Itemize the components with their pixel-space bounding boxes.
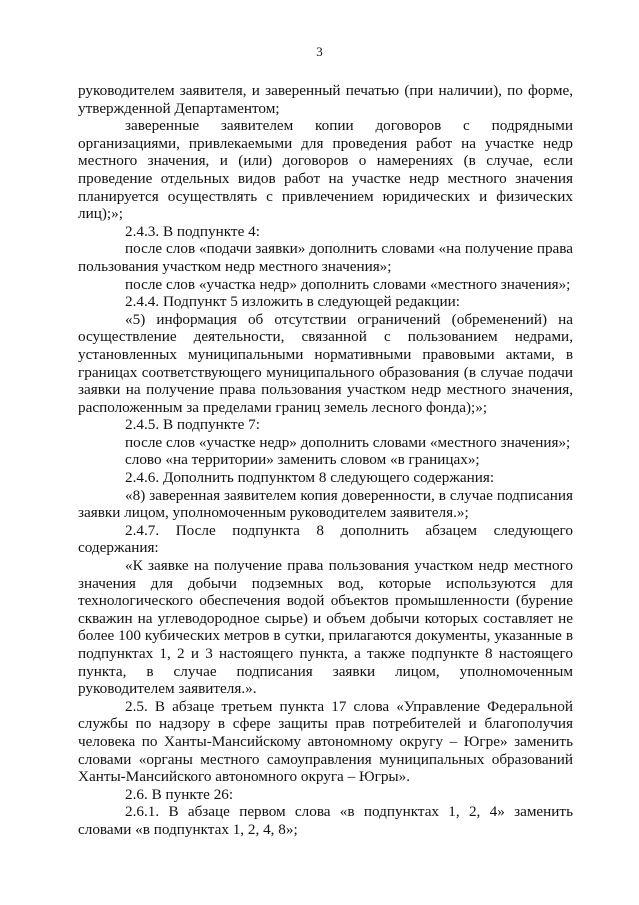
paragraph: заверенные заявителем копии договоров с подрядными организациями, привлекаемыми для проведения работ на участке недр местного значения, и (или) договоров о намерениях (в случае, если проведение отдельных видов работ на участке недр местного значения планируется осуществлять с привлечением юридических и физических лиц);»; (78, 117, 573, 223)
page-number: 3 (316, 44, 323, 59)
paragraph: «К заявке на получение права пользования участком недр местного значения для добычи подземных вод, которые используются для технологического обеспечения водой объектов промышленности (бурение скважин на углеводородное сырье) и объем добычи которых составляет не более 100 кубических метров в сутки, прилагаются документы, указанные в подпунктах 1, 2 и 3 настоящего пункта, а также подпункте 8 настоящего пункта, в случае подписания заявки лицом, уполномоченным руководителем заявителя.». (78, 557, 573, 698)
paragraph: 2.4.6. Дополнить подпунктом 8 следующего содержания: (125, 469, 495, 487)
paragraph: 2.6. В пункте 26: (125, 785, 234, 803)
paragraph: 2.5. В абзаце третьем пункта 17 слова «Управление Федеральной службы по надзору в сфере защиты прав потребителей и благополучия человека по Ханты-Мансийскому автономному округу – Югре» заменить словами «органы местного самоуправления муниципальных образований Ханты-Мансийского автономного округа – Югры». (78, 697, 573, 786)
paragraph: после слов «участка недр» дополнить словами «местного значения»; (125, 275, 571, 293)
paragraph: 2.4.3. В подпункте 4: (125, 222, 260, 240)
paragraph: 2.6.1. В абзаце первом слова «в подпунктах 1, 2, 4» заменить словами «в подпунктах 1, 2, 4, 8»; (78, 803, 573, 838)
paragraph: 2.4.5. В подпункте 7: (125, 416, 260, 434)
document-body (78, 82, 573, 839)
paragraph: 2.4.7. После подпункта 8 дополнить абзацем следующего содержания: (78, 521, 573, 557)
paragraph: после слов «участке недр» дополнить словами «местного значения»; (125, 433, 571, 451)
paragraph: слово «на территории» заменить словом «в границах»; (125, 451, 480, 469)
paragraph: 2.4.4. Подпункт 5 изложить в следующей редакции: (125, 293, 461, 311)
paragraph: после слов «подачи заявки» дополнить словами «на получение права пользования участком недр местного значения»; (78, 240, 573, 275)
paragraph: «5) информация об отсутствии ограничений (обременений) на осуществление деятельности, связанной с пользованием недрами, установленных муниципальными нормативными правовыми актами, в границах соответствующего муниципального образования (в случае подачи заявки на получение права пользования участком недр местного значения, расположенным за пределами границ земель лесного фонда);»; (78, 310, 573, 416)
paragraph: «8) заверенная заявителем копия доверенности, в случае подписания заявки лицом, уполномоченным руководителем заявителя.»; (78, 486, 573, 522)
paragraph: руководителем заявителя, и заверенный печатью (при наличии), по форме, утвержденной Департаментом; (78, 82, 573, 117)
